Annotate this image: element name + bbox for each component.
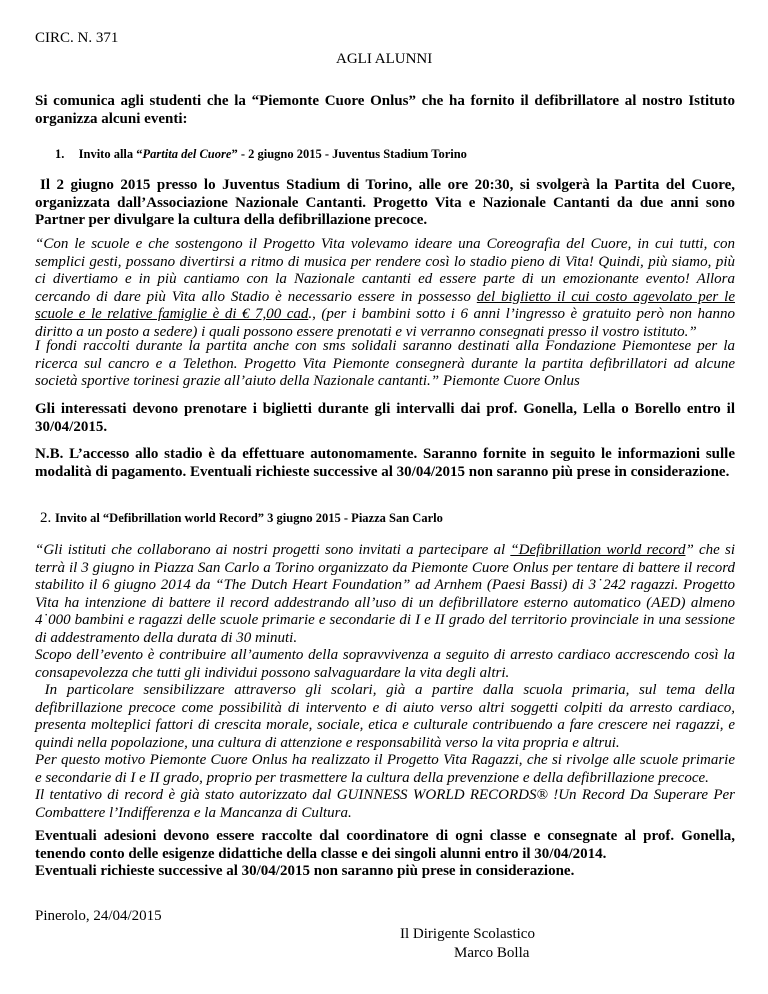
- event2-paragraph-3: In particolare sensibilizzare attraverso gli scolari, già a partire dalla scuola primaria, sul tema della defibrillazione precoce come possibilità di intervento e di aiuto verso altri soggetti colpiti da arresto cardiaco, presenta molteplici fattori di crescita morale, sociale, etica e culturale contribuendo a fare crescere nei ragazzi, e quindi nella popolazione, una cultura di attenzione e responsabilità verso la vita propria e altrui.: [35, 682, 739, 751]
- circular-number: CIRC. N. 371: [35, 30, 119, 46]
- intro-paragraph: Si comunica agli studenti che la “Piemonte Cuore Onlus” che ha fornito il defibrillatore al nostro Istituto organizza alcuni eventi:: [35, 93, 735, 127]
- event2-closing-2: Eventuali richieste successive al 30/04/2015 non saranno più prese in considerazione.: [35, 863, 575, 879]
- event2-body: [35, 542, 739, 822]
- event1-title-suffix: ” - 2 giugno 2015 - Juventus Stadium Torino: [231, 147, 467, 161]
- recipients: AGLI ALUNNI: [336, 51, 433, 67]
- event1-quote-part2: ., (per i bambini sotto i 6 anni l’ingresso è gratuito però non hanno diritto a un posto a sedere) i quali possono essere prenotati e vi verranno consegnati presso il vostro istituto.”: [35, 306, 735, 340]
- event2-title: Invito al “Defibrillation world Record” 3 giugno 2015 - Piazza San Carlo: [55, 511, 443, 525]
- event2-closing: [35, 828, 735, 881]
- place-date: Pinerolo, 24/04/2015: [35, 908, 162, 924]
- event2-number: 2.: [40, 510, 52, 526]
- event1-booking: Gli interessati devono prenotare i biglietti durante gli intervalli dai prof. Gonella, Lella o Borello entro il 30/04/2015.: [35, 401, 735, 435]
- signature-name: Marco Bolla: [454, 945, 530, 961]
- event2-closing-1: Eventuali adesioni devono essere raccolte dal coordinatore di ogni classe e consegnate al prof. Gonella, tenendo conto delle esigenze didattiche della classe e dei singoli alunni entro il 30/04/2014.: [35, 828, 735, 862]
- ticket-price-link: del biglietto il cui costo agevolato per le scuole e le relative famiglie è di € 7,00 cad: [35, 288, 735, 322]
- event2-p1-text-b: ” che si terrà il 3 giugno in Piazza San Carlo a Torino organizzato da Piemonte Cuore Onlus per tentare di battere il record stabilito il 6 giugno 2014 da “The Dutch Heart Foundation” ad Arnhem (Paesi Bassi) di 3˙242 ragazzi. Progetto Vita ha intenzione di battere il record addestrando all’uso di un defibrillatore esterno automatico (AED) almeno 4˙000 bambini e ragazzi delle scuole primarie e secondarie di I e II grado del territorio provinciale in una sessione di addestramento della durata di 30 minuti.: [35, 542, 735, 646]
- defibrillation-record-link: “Defibrillation world record: [510, 542, 686, 558]
- event1-summary: Il 2 giugno 2015 presso lo Juventus Stadium di Torino, alle ore 20:30, si svolgerà la Partita del Cuore, organizzata dall’Associazione Nazionale Cantanti. Progetto Vita e Nazionale Cantanti da due anni sono Partner per divulgare la cultura della defibrillazione precoce.: [35, 177, 735, 228]
- event2-heading: [40, 510, 443, 528]
- event1-title-italic: Partita del Cuore: [142, 147, 232, 161]
- event2-paragraph-4: Per questo motivo Piemonte Cuore Onlus ha realizzato il Progetto Vita Ragazzi, che si rivolge alle scuole primarie e secondarie di I e II grado, proprio per trasmettere la cultura della prevenzione e della defibrillazione precoce.: [35, 752, 735, 786]
- event1-quote-part1: “Con le scuole e che sostengono il Progetto Vita volevamo ideare una Coreografia del Cuore, in cui tutti, con semplici gesti, possano divertirsi a ritmo di musica per rendere così lo stadio pieno di Vita! Quindi, più siamo, più ci divertiamo e in più cantiamo con la Nazionale cantanti ed essere parte di un emozionante evento! Allora cercando di dare più Vita allo Stadio è necessario essere in possesso: [35, 236, 735, 305]
- event2-p1-text-a: “Gli istituti che collaborano ai nostri progetti sono invitati a partecipare al: [35, 542, 511, 558]
- event1-number: 1.: [55, 147, 65, 161]
- event2-paragraph-2: Scopo dell’evento è contribuire all’aumento della sopravvivenza a seguito di arresto cardiaco accrescendo così la consapevolezza che tutti gli individui possono salvaguardare la vita degli altri.: [35, 647, 735, 681]
- event1-note: N.B. L’accesso allo stadio è da effettuare autonomamente. Saranno fornite in seguito le informazioni sulle modalità di pagamento. Eventuali richieste successive al 30/04/2015 non saranno più prese in considerazione.: [35, 446, 735, 480]
- event1-heading: [55, 146, 467, 164]
- signature-title: Il Dirigente Scolastico: [400, 926, 535, 942]
- event2-paragraph-5: Il tentativo di record è già stato autorizzato dal GUINNESS WORLD RECORDS® !Un Record Da Superare Per Combattere l’Indifferenza e la Mancanza di Cultura.: [35, 787, 735, 821]
- event1-quote-funds: I fondi raccolti durante la partita anche con sms solidali saranno destinati alla Fondazione Piemontese per la ricerca sul cancro e a Telethon. Progetto Vita Piemonte consegnerà durante la partita defibrillatori ad alcune società sportive torinesi grazie all’aiuto della Nazionale cantanti.” Piemonte Cuore Onlus: [35, 338, 735, 389]
- event2-paragraph-1: [35, 542, 735, 647]
- event1-title-prefix: Invito alla “: [78, 147, 143, 161]
- event1-quote: [35, 236, 735, 341]
